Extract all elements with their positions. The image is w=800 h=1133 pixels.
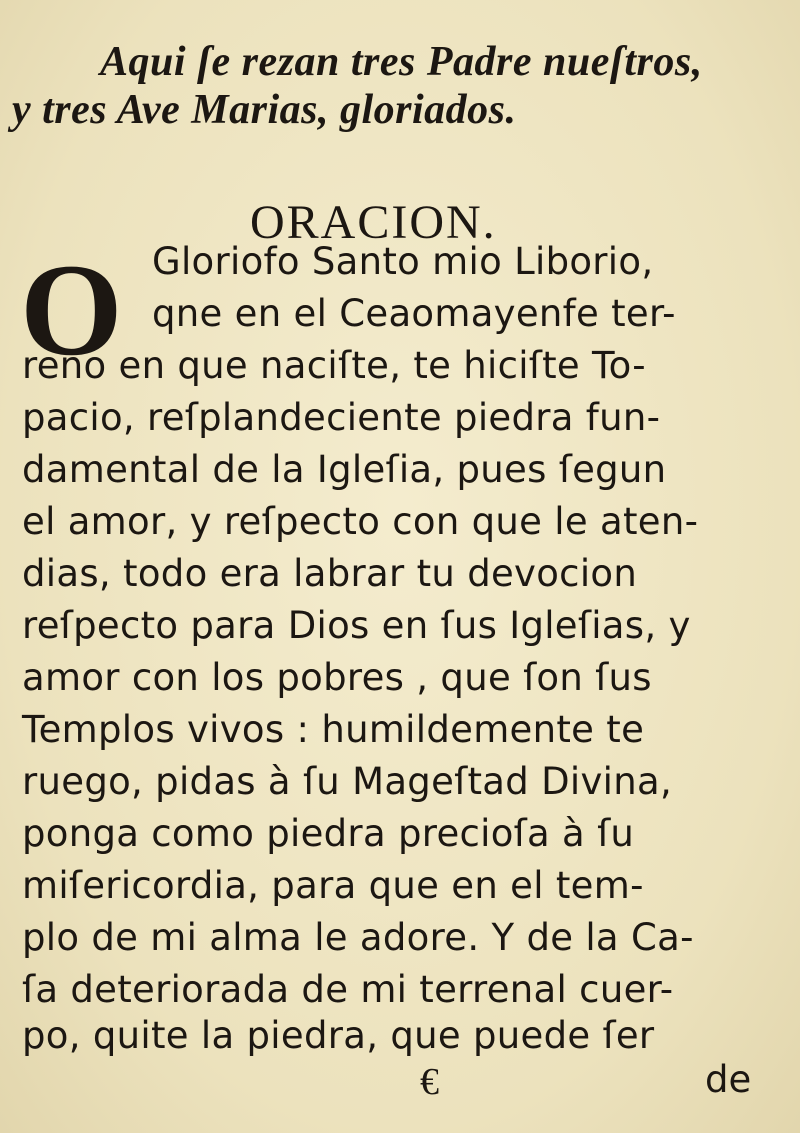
signature-mark: € [420, 1061, 439, 1103]
drop-cap-letter: O [20, 236, 123, 383]
body-line: el amor, y reſpecto con que le aten- [22, 500, 699, 543]
rubric-heading [12, 38, 790, 134]
body-line: pacio, reſplandeciente piedra fun- [22, 396, 661, 439]
body-line: reno en que naciſte, te hiciſte To- [22, 344, 646, 387]
catchword: de [705, 1058, 752, 1101]
prayer-title: ORACION. [250, 196, 497, 249]
body-line: ruego, pidas à ſu Mageſtad Divina, [22, 760, 673, 803]
body-line: miſericordia, para que en el tem- [22, 864, 644, 907]
body-line: qne en el Ceaomayenfe ter- [152, 292, 676, 335]
body-line: ſa deteriorada de mi terrenal cuer- [22, 968, 674, 1011]
rubric-line-2: y tres Ave Marias, gloriados. [12, 87, 517, 133]
rubric-line-1: Aqui ſe rezan tres Padre nueſtros, [100, 39, 703, 85]
body-line: po, quite la piedra, que puede ſer [22, 1014, 655, 1057]
body-line: dias, todo era labrar tu devocion [22, 552, 638, 595]
body-line: Gloriofo Santo mio Liborio, [152, 240, 654, 283]
body-line: amor con los pobres , que ſon ſus [22, 656, 652, 699]
body-line: Templos vivos : humildemente te [22, 708, 645, 751]
body-line: reſpecto para Dios en ſus Igleſias, y [22, 604, 691, 647]
body-line: damental de la Igleſia, pues ſegun [22, 448, 667, 491]
body-line: ponga como piedra precioſa à ſu [22, 812, 635, 855]
body-line: plo de mi alma le adore. Y de la Ca- [22, 916, 694, 959]
